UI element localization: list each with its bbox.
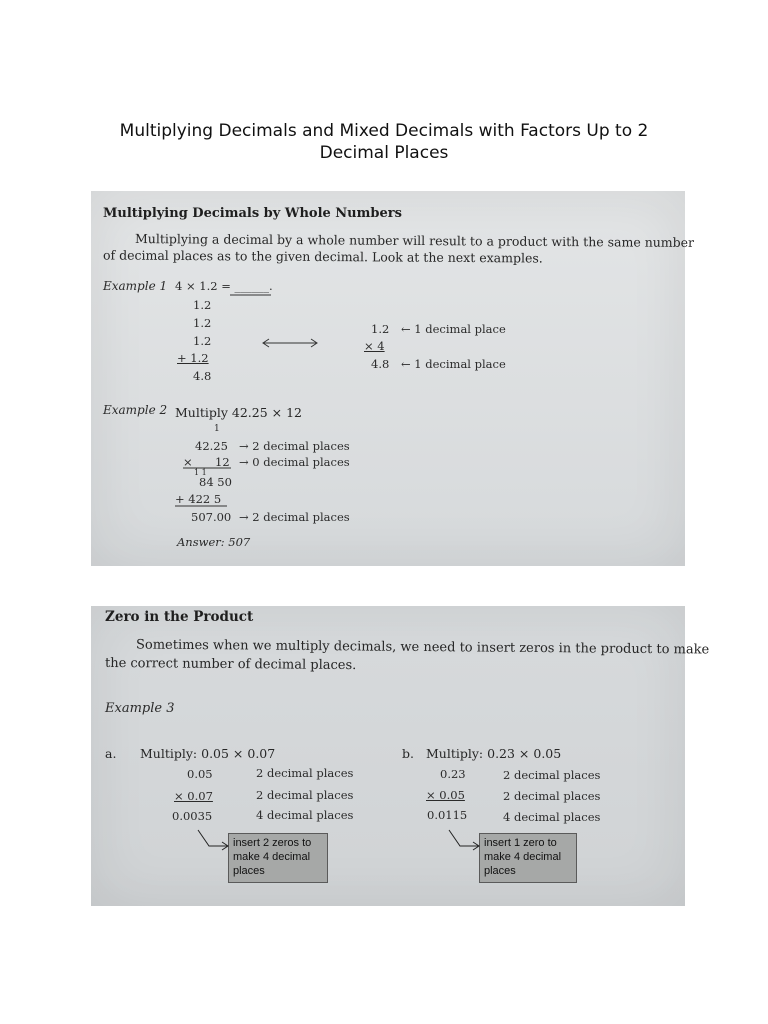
callout-line: make 4 decimal <box>233 851 311 863</box>
example-1-label: Example 1 <box>103 279 168 293</box>
part-b-num: × 0.05 <box>426 788 465 802</box>
factor-2-note: → 0 decimal places <box>239 455 350 469</box>
part-b-num: 0.23 <box>440 767 466 781</box>
callout-line: places <box>484 865 516 877</box>
partial-product-1: 84 50 <box>199 475 232 489</box>
part-b-problem: Multiply: 0.23 × 0.05 <box>426 746 562 761</box>
part-a-note: 4 decimal places <box>256 808 354 822</box>
part-b-note: 2 decimal places <box>503 789 601 803</box>
title-line-1: Multiplying Decimals and Mixed Decimals with Factors Up to 2 <box>119 121 649 141</box>
example-2-problem: Multiply 42.25 × 12 <box>175 405 303 420</box>
double-arrow-icon <box>263 339 317 347</box>
part-a-note: 2 decimal places <box>256 766 354 780</box>
factor-2: 12 <box>215 455 230 469</box>
part-b-note: 4 decimal places <box>503 810 601 824</box>
addend: 1.2 <box>193 334 212 348</box>
partial-product-2: + 422 5 <box>175 492 222 506</box>
callout-line: places <box>233 865 265 877</box>
part-a-num: 0.0035 <box>172 809 213 823</box>
part-b-note: 2 decimal places <box>503 768 601 782</box>
factor-1: 42.25 <box>195 439 228 453</box>
photo2-arrows <box>91 606 685 906</box>
part-b-letter: b. <box>402 746 414 761</box>
times-sign: × <box>183 455 193 469</box>
right-factor: 1.2 <box>371 322 390 336</box>
right-result-note: ← 1 decimal place <box>401 357 506 371</box>
part-a-letter: a. <box>105 746 117 761</box>
callout-line: insert 1 zero to <box>484 837 557 849</box>
part-a-problem: Multiply: 0.05 × 0.07 <box>140 746 276 761</box>
callout-line: make 4 decimal <box>484 851 562 863</box>
intro-line-2: of decimal places as to the given decimal. Look at the next examples. <box>102 247 543 266</box>
addend-last: + 1.2 <box>177 351 209 365</box>
bent-arrow-icon <box>449 830 479 850</box>
callout-line: insert 2 zeros to <box>233 837 312 849</box>
section-heading: Zero in the Product <box>105 609 254 625</box>
part-a-num: × 0.07 <box>174 789 213 803</box>
title-line-2: Decimal Places <box>319 143 449 163</box>
intro-line-1: Sometimes when we multiply decimals, we need to insert zeros in the product to make <box>135 637 710 658</box>
section-heading: Multiplying Decimals by Whole Numbers <box>103 206 402 221</box>
product: 507.00 <box>191 510 232 524</box>
part-a-num: 0.05 <box>187 767 213 781</box>
example-3-label: Example 3 <box>105 701 175 716</box>
factor-1-note: → 2 decimal places <box>239 439 350 453</box>
carry-top: 1 <box>214 424 220 434</box>
example-1-problem: 4 × 1.2 = ______. <box>175 279 273 293</box>
textbook-photo-whole-numbers <box>91 191 695 566</box>
right-factor-note: ← 1 decimal place <box>401 322 506 336</box>
intro-line-1: Multiplying a decimal by a whole number will result to a product with the same number <box>134 231 695 250</box>
bent-arrow-icon <box>198 830 228 850</box>
part-a-note: 2 decimal places <box>256 788 354 802</box>
part-b-num: 0.0115 <box>427 808 468 822</box>
example-2-label: Example 2 <box>103 403 168 417</box>
sum: 4.8 <box>193 369 212 383</box>
photo1-lines <box>91 191 685 566</box>
intro-line-2: the correct number of decimal places. <box>104 655 357 674</box>
product-note: → 2 decimal places <box>239 510 350 524</box>
right-result: 4.8 <box>371 357 390 371</box>
right-multiplier: × 4 <box>364 339 385 353</box>
textbook-photo-zero-in-product <box>91 606 710 906</box>
carry-bottom: 1 1 <box>194 468 207 477</box>
addend: 1.2 <box>193 298 212 312</box>
addend: 1.2 <box>193 316 212 330</box>
page-title <box>0 120 768 164</box>
answer: Answer: 507 <box>177 535 251 549</box>
